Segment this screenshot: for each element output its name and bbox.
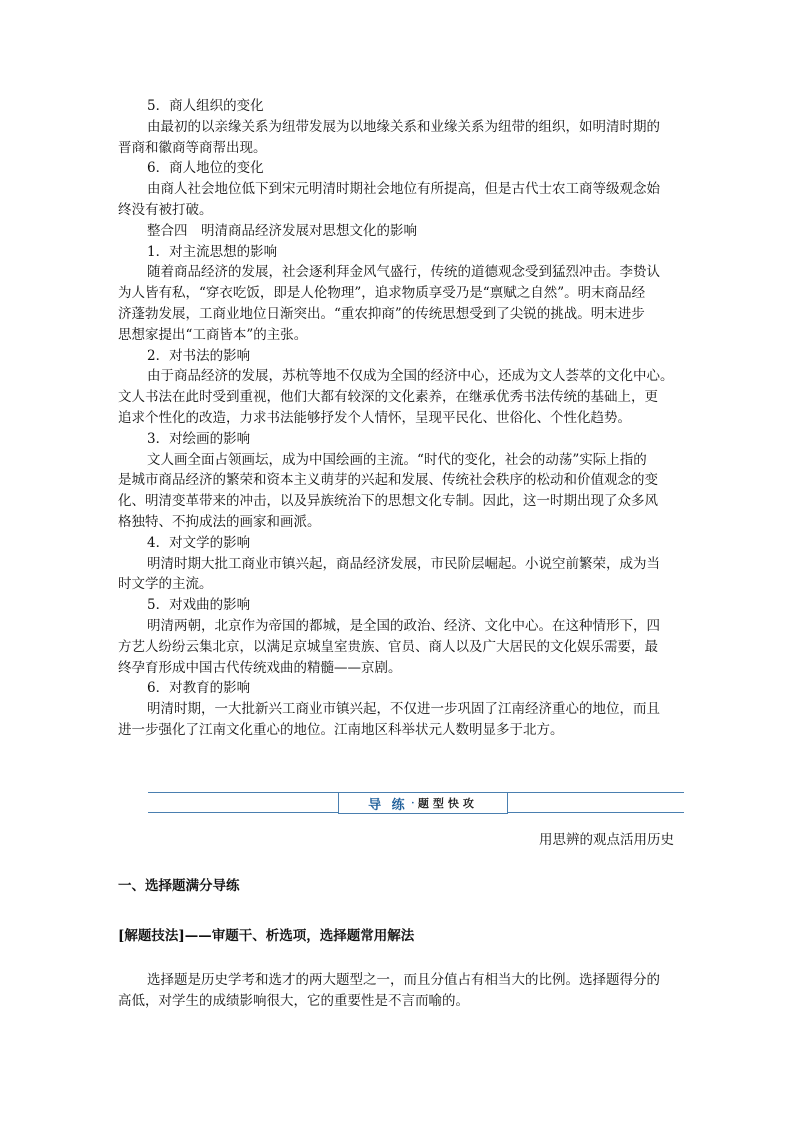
paragraph-line: 高低，对学生的成绩影响很大，它的重要性是不言而喻的。 (118, 992, 469, 1009)
paragraph-line: 思想家提出“工商皆本”的主张。 (118, 326, 308, 343)
heading-calligraphy: 2．对书法的影响 (147, 347, 251, 364)
heading-opera: 5．对戏曲的影响 (147, 597, 251, 614)
paragraph-line: 为人皆有私，“穿衣吃饭，即是人伦物理”，追求物质享受乃是“禀赋之自然”。明末商品经 (118, 285, 646, 302)
paragraph-line: 追求个性化的改造，力求书法能够抒发个人情怀，呈现平民化、世俗化、个性化趋势。 (118, 409, 631, 426)
heading-painting: 3．对绘画的影响 (147, 430, 251, 447)
paragraph-line: 明清时期大批工商业市镇兴起，商品经济发展，市民阶层崛起。小说空前繁荣，成为当 (147, 555, 660, 572)
heading-mainstream-thought: 1．对主流思想的影响 (147, 243, 278, 260)
paragraph-line: 晋商和徽商等商帮出现。 (118, 139, 267, 156)
paragraph-line: 终没有被打破。 (118, 201, 213, 218)
section-banner (148, 790, 684, 816)
paragraph-line: 明清时期，一大批新兴工商业市镇兴起，不仅进一步巩固了江南经济重心的地位，而且 (147, 701, 660, 718)
paragraph-line: 文人画全面占领画坛，成为中国绘画的主流。“时代的变化，社会的动荡”实际上指的 (147, 451, 647, 468)
intro-paragraph (118, 970, 678, 1012)
banner-dot: · (410, 795, 415, 811)
paragraph-line: 时文学的主流。 (118, 576, 213, 593)
heading-merchant-status: 6．商人地位的变化 (147, 160, 264, 177)
paragraph-line: 格独特、不拘成法的画家和画派。 (118, 513, 321, 530)
paragraph-line: 进一步强化了江南文化重心的地位。江南地区科举状元人数明显多于北方。 (118, 721, 564, 738)
paragraph-line: 由商人社会地位低下到宋元明清时期社会地位有所提高，但是古代士农工商等级观念始 (147, 181, 660, 198)
paragraph-line: 由于商品经济的发展，苏杭等地不仅成为全国的经济中心，还成为文人荟萃的文化中心。 (147, 368, 674, 385)
paragraph-line: 方艺人纷纷云集北京，以满足京城皇室贵族、官员、商人以及广大居民的文化娱乐需要，最 (118, 638, 658, 655)
paragraph-line: 化、明清变革带来的冲击，以及异族统治下的思想文化专制。因此，这一时期出现了众多风 (118, 493, 658, 510)
section-title: 一、选择题满分导练 (118, 878, 240, 894)
banner-main-label: 导 练 (368, 797, 408, 813)
heading-merchant-organization: 5．商人组织的变化 (147, 98, 264, 114)
banner-sub-label: 题型快攻 (417, 797, 478, 810)
heading-education: 6．对教育的影响 (147, 680, 251, 697)
paragraph-line: 文人书法在此时受到重视，他们大都有较深的文化素养，在继承优秀书法传统的基础上，更 (118, 389, 658, 406)
paragraph-line: 由最初的以亲缘关系为纽带发展为以地缘关系和业缘关系为纽带的组织，如明清时期的 (147, 118, 660, 135)
document-body (118, 96, 678, 741)
paragraph-line: 明清两朝，北京作为帝国的都城，是全国的政治、经济、文化中心。在这种情形下，四 (147, 617, 660, 634)
tagline: 用思辨的观点活用历史 (539, 832, 674, 848)
heading-literature: 4．对文学的影响 (147, 534, 251, 551)
paragraph-line: 随着商品经济的发展，社会逐利拜金风气盛行，传统的道德观念受到猛烈冲击。李贽认 (147, 264, 660, 281)
paragraph-line: 终孕育形成中国古代传统戏曲的精髓——京剧。 (118, 659, 402, 676)
banner-label-box (338, 792, 508, 814)
paragraph-line: 选择题是历史学考和选才的两大题型之一，而且分值占有相当大的比例。选择题得分的 (147, 972, 660, 988)
technique-title: [解题技法]——审题干、析选项，选择题常用解法 (118, 928, 415, 944)
paragraph-line: 济蓬勃发展，工商业地位日渐突出。“重农抑商”的传统思想受到了尖锐的挑战。明末进步 (118, 305, 645, 322)
paragraph-line: 是城市商品经济的繁荣和资本主义萌芽的兴起和发展、传统社会秩序的松动和价值观念的变 (118, 472, 658, 489)
section-heading-integration-4: 整合四 明清商品经济发展对思想文化的影响 (147, 222, 417, 239)
